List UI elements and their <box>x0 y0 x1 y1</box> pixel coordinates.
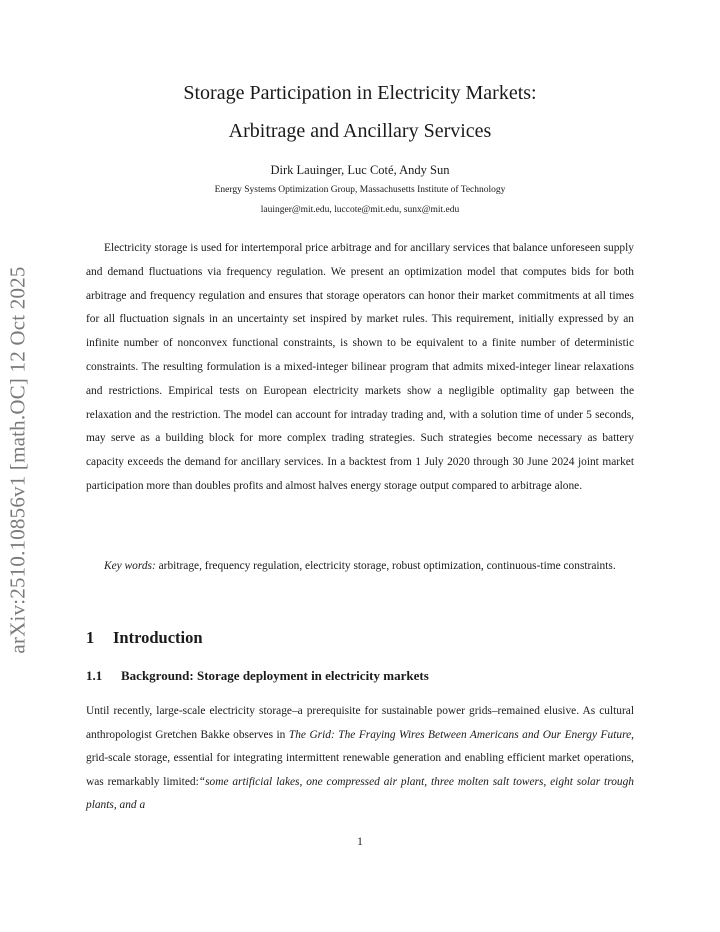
book-title: The Grid: The Fraying Wires Between Americans and Our Energy Future <box>288 728 632 741</box>
intro-paragraph <box>86 700 634 818</box>
page-number: 1 <box>357 836 363 848</box>
abstract-paragraph: Electricity storage is used for intertemporal price arbitrage and for ancillary services that balance unforeseen supply and demand fluctuations via frequency regulation. We present an optimization model that computes bids for both arbitrage and frequency regulation and ensures that storage operators can honor their market commitments at all times for all fluctuation signals in an uncertainty set inspired by market rules. This requirement, initially expressed by an infinite number of nonconvex functional constraints, is shown to be equivalent to a finite number of deterministic constraints. The resulting formulation is a mixed-integer bilinear program that admits mixed-integer linear relaxations and restrictions. Empirical tests on European electricity markets show a negligible optimality gap between the relaxation and the restriction. The model can account for intraday trading and, with a solution time of under 5 seconds, may serve as a building block for more complex trading strategies. Such strategies become necessary as battery capacity exceeds the demand for ancillary services. In a backtest from 1 July 2020 through 30 June 2024 joint market participation more than doubles profits and almost halves energy storage output compared to arbitrage alone. <box>86 242 634 492</box>
intro-text-part-1: Until recently, large-scale electricity storage–a prerequisite for sustainable power grids–remained elusive. As cultural anthropologist Gretchen Bakke observes in <box>86 705 634 741</box>
keywords-paragraph <box>86 554 634 579</box>
subsection-heading-background <box>86 668 429 684</box>
section-title: Introduction <box>113 628 203 647</box>
author-emails: lauinger@mit.edu, luccote@mit.edu, sunx@mit.edu <box>260 205 460 215</box>
affiliation: Energy Systems Optimization Group, Massachusetts Institute of Technology <box>214 185 506 195</box>
author-list: Dirk Lauinger, Luc Coté, Andy Sun <box>270 163 450 177</box>
section-heading-introduction <box>86 628 203 648</box>
paper-title-line-2: Arbitrage and Ancillary Services <box>228 120 492 142</box>
intro-quote: “some artificial lakes, one compressed air plant, three molten salt towers, eight solar trough plants, and a <box>86 775 634 812</box>
paper-title-line-1: Storage Participation in Electricity Markets: <box>183 82 537 104</box>
keywords-label: Key words: <box>104 560 156 572</box>
keywords-list: arbitrage, frequency regulation, electricity storage, robust optimization, continuous-time constraints. <box>155 560 616 572</box>
arxiv-identifier-text: arXiv:2510.10856v1 [math.OC] 12 Oct 2025 <box>5 266 30 654</box>
subsection-number: 1.1 <box>86 668 103 683</box>
intro-text-part-2: , grid-scale storage, essential for integrating intermittent renewable generation and enabling efficient market operations, was remarkably limited: <box>86 728 634 788</box>
section-number: 1 <box>86 628 95 647</box>
subsection-title: Background: Storage deployment in electricity markets <box>121 668 429 683</box>
